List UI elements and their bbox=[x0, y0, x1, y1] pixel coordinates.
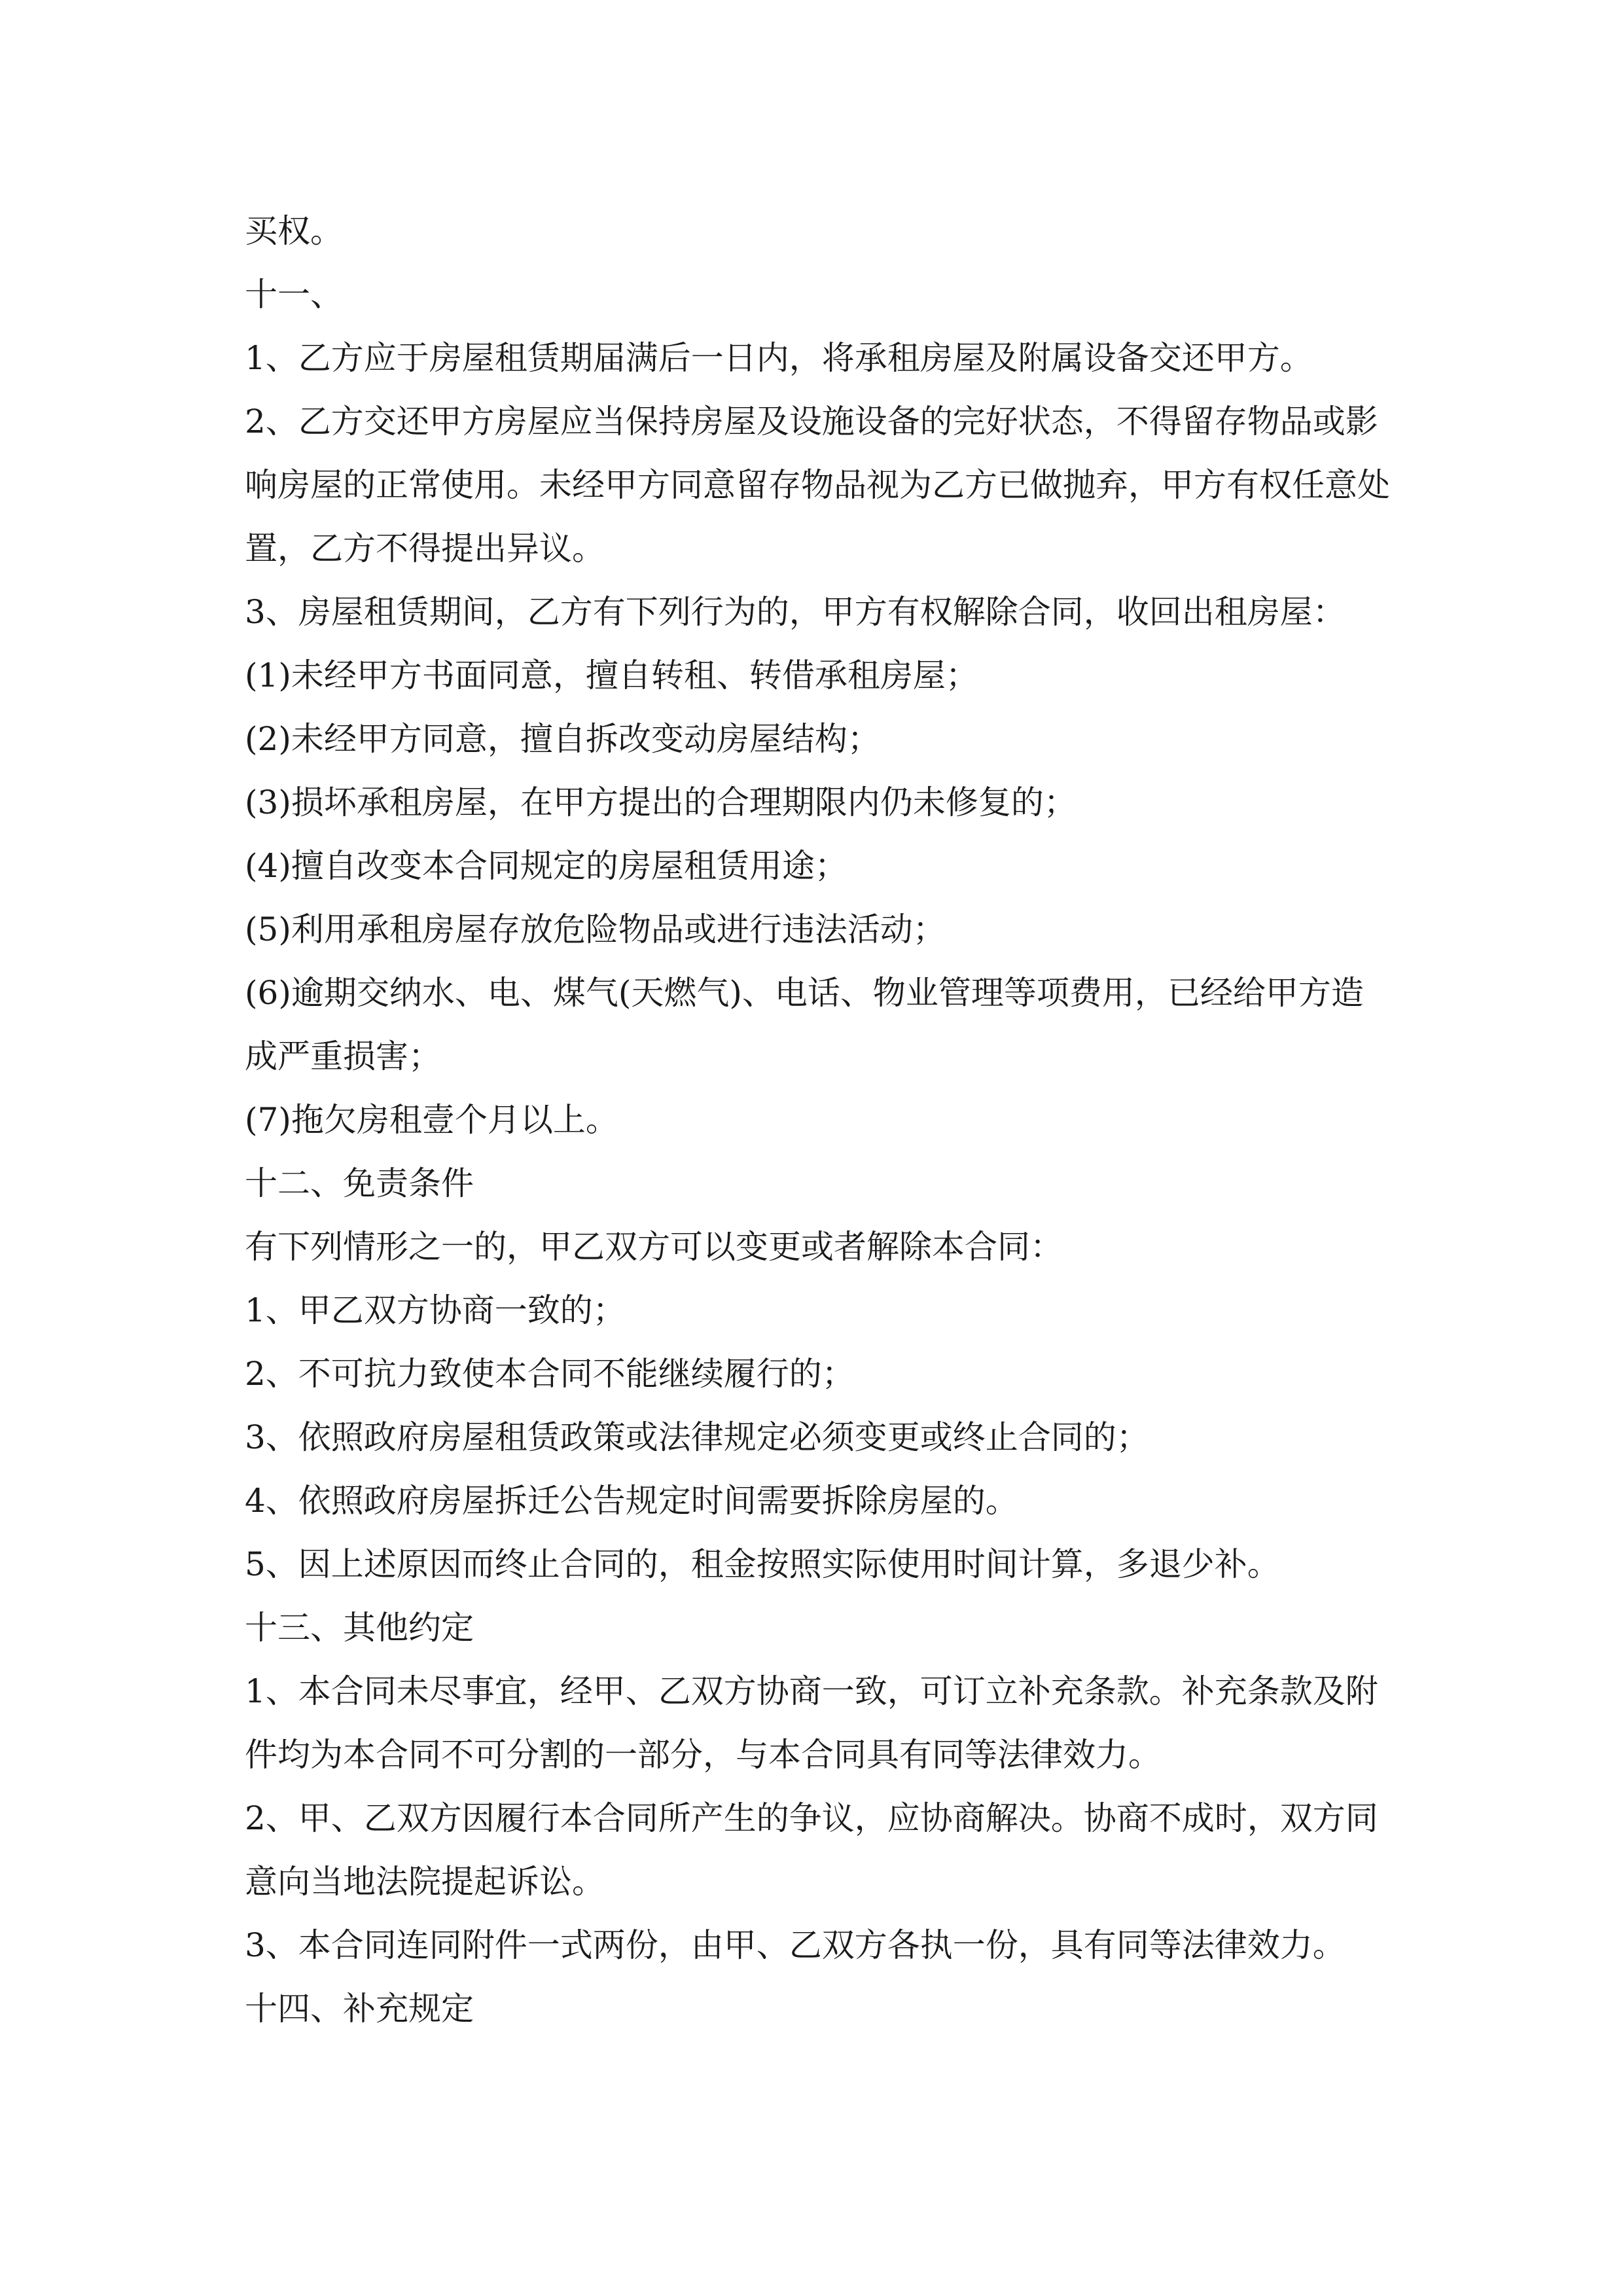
list-item: 3、本合同连同附件一式两份，由甲、乙双方各执一份，具有同等法律效力。 bbox=[245, 1926, 1346, 1964]
list-item: 1、本合同未尽事宜，经甲、乙双方协商一致，可订立补充条款。补充条款及附 bbox=[245, 1672, 1378, 1710]
text-line: 2、乙方交还甲方房屋应当保持房屋及设施设备的完好状态，不得留存物品或影 bbox=[245, 403, 1378, 440]
text-line: 响房屋的正常使用。未经甲方同意留存物品视为乙方已做抛弃，甲方有权任意处 bbox=[245, 466, 1390, 504]
section-heading: 十一、 bbox=[245, 276, 343, 314]
list-item: (6)逾期交纳水、电、煤气(天燃气)、电话、物业管理等项费用，已经给甲方造 bbox=[245, 974, 1364, 1012]
text-line: 置，乙方不得提出异议。 bbox=[245, 529, 605, 567]
list-item: (5)利用承租房屋存放危险物品或进行违法活动； bbox=[245, 910, 946, 948]
list-item: (7)拖欠房租壹个月以上。 bbox=[245, 1101, 618, 1139]
list-item: 4、依照政府房屋拆迁公告规定时间需要拆除房屋的。 bbox=[245, 1482, 1018, 1520]
text-line: 意向当地法院提起诉讼。 bbox=[245, 1863, 605, 1901]
list-item: 3、依照政府房屋租赁政策或法律规定必须变更或终止合同的； bbox=[245, 1418, 1149, 1456]
list-item: 1、甲乙双方协商一致的； bbox=[245, 1291, 626, 1329]
list-item: 成严重损害； bbox=[245, 1037, 441, 1075]
list-item: (4)擅自改变本合同规定的房屋租赁用途； bbox=[245, 847, 847, 885]
list-item: (2)未经甲方同意，擅自拆改变动房屋结构； bbox=[245, 720, 880, 758]
text-line: 3、房屋租赁期间，乙方有下列行为的，甲方有权解除合同，收回出租房屋： bbox=[245, 593, 1346, 631]
list-item: 5、因上述原因而终止合同的，租金按照实际使用时间计算，多退少补。 bbox=[245, 1545, 1280, 1583]
document-body bbox=[245, 200, 1390, 2041]
section-heading: 十三、其他约定 bbox=[245, 1609, 474, 1647]
text-line: 件均为本合同不可分割的一部分，与本合同具有同等法律效力。 bbox=[245, 1736, 1161, 1774]
list-item: 2、不可抗力致使本合同不能继续履行的； bbox=[245, 1355, 855, 1393]
section-heading: 十二、免责条件 bbox=[245, 1164, 474, 1202]
text-line: 1、乙方应于房屋租赁期届满后一日内，将承租房屋及附属设备交还甲方。 bbox=[245, 339, 1313, 377]
text-line: 买权。 bbox=[245, 212, 343, 250]
list-item: (1)未经甲方书面同意，擅自转租、转借承租房屋； bbox=[245, 656, 978, 694]
list-item: 2、甲、乙双方因履行本合同所产生的争议，应协商解决。协商不成时，双方同 bbox=[245, 1799, 1378, 1837]
text-line: 有下列情形之一的，甲乙双方可以变更或者解除本合同： bbox=[245, 1228, 1063, 1266]
list-item: (3)损坏承租房屋，在甲方提出的合理期限内仍未修复的； bbox=[245, 783, 1077, 821]
section-heading: 十四、补充规定 bbox=[245, 1990, 474, 2028]
